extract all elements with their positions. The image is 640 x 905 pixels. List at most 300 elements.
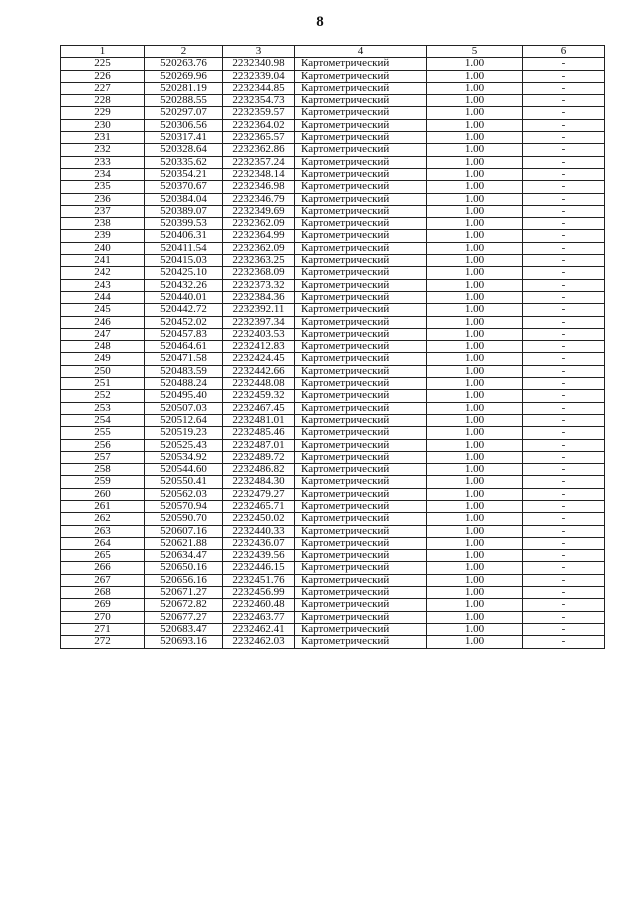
method-cell: Картометрический [295, 439, 427, 451]
y-coordinate-cell: 2232462.41 [223, 623, 295, 635]
point-number-cell: 229 [61, 107, 145, 119]
table-row [61, 451, 605, 463]
table-row [61, 144, 605, 156]
table-row [61, 316, 605, 328]
page-number: 8 [316, 14, 324, 30]
point-number-cell: 249 [61, 353, 145, 365]
table-row [61, 119, 605, 131]
accuracy-cell: 1.00 [427, 58, 523, 70]
table-row [61, 156, 605, 168]
method-cell: Картометрический [295, 107, 427, 119]
y-coordinate-cell: 2232340.98 [223, 58, 295, 70]
accuracy-cell: 1.00 [427, 587, 523, 599]
method-cell: Картометрический [295, 537, 427, 549]
table-header-row [61, 46, 605, 58]
column-header: 4 [295, 46, 427, 58]
y-coordinate-cell: 2232392.11 [223, 304, 295, 316]
table-row [61, 279, 605, 291]
method-cell: Картометрический [295, 427, 427, 439]
y-coordinate-cell: 2232450.02 [223, 513, 295, 525]
x-coordinate-cell: 520354.21 [145, 168, 223, 180]
method-cell: Картометрический [295, 488, 427, 500]
point-number-cell: 238 [61, 218, 145, 230]
point-number-cell: 251 [61, 378, 145, 390]
method-cell: Картометрический [295, 193, 427, 205]
x-coordinate-cell: 520693.16 [145, 636, 223, 648]
table-row [61, 132, 605, 144]
point-number-cell: 237 [61, 205, 145, 217]
method-cell: Картометрический [295, 365, 427, 377]
note-cell: - [523, 291, 605, 303]
y-coordinate-cell: 2232412.83 [223, 341, 295, 353]
method-cell: Картометрический [295, 230, 427, 242]
accuracy-cell: 1.00 [427, 414, 523, 426]
accuracy-cell: 1.00 [427, 255, 523, 267]
x-coordinate-cell: 520452.02 [145, 316, 223, 328]
table-row [61, 513, 605, 525]
table-row [61, 439, 605, 451]
method-cell: Картометрический [295, 255, 427, 267]
y-coordinate-cell: 2232451.76 [223, 574, 295, 586]
y-coordinate-cell: 2232465.71 [223, 500, 295, 512]
x-coordinate-cell: 520384.04 [145, 193, 223, 205]
y-coordinate-cell: 2232424.45 [223, 353, 295, 365]
y-coordinate-cell: 2232442.66 [223, 365, 295, 377]
note-cell: - [523, 378, 605, 390]
table-row [61, 414, 605, 426]
method-cell: Картометрический [295, 451, 427, 463]
coordinates-table [60, 45, 605, 649]
note-cell: - [523, 341, 605, 353]
method-cell: Картометрический [295, 525, 427, 537]
note-cell: - [523, 562, 605, 574]
y-coordinate-cell: 2232346.79 [223, 193, 295, 205]
note-cell: - [523, 550, 605, 562]
x-coordinate-cell: 520671.27 [145, 587, 223, 599]
note-cell: - [523, 390, 605, 402]
method-cell: Картометрический [295, 414, 427, 426]
point-number-cell: 253 [61, 402, 145, 414]
x-coordinate-cell: 520488.24 [145, 378, 223, 390]
accuracy-cell: 1.00 [427, 304, 523, 316]
note-cell: - [523, 144, 605, 156]
accuracy-cell: 1.00 [427, 353, 523, 365]
accuracy-cell: 1.00 [427, 193, 523, 205]
x-coordinate-cell: 520483.59 [145, 365, 223, 377]
table-row [61, 218, 605, 230]
method-cell: Картометрический [295, 291, 427, 303]
y-coordinate-cell: 2232456.99 [223, 587, 295, 599]
point-number-cell: 256 [61, 439, 145, 451]
method-cell: Картометрический [295, 316, 427, 328]
x-coordinate-cell: 520389.07 [145, 205, 223, 217]
point-number-cell: 257 [61, 451, 145, 463]
method-cell: Картометрический [295, 378, 427, 390]
note-cell: - [523, 623, 605, 635]
point-number-cell: 240 [61, 242, 145, 254]
note-cell: - [523, 476, 605, 488]
x-coordinate-cell: 520512.64 [145, 414, 223, 426]
y-coordinate-cell: 2232362.09 [223, 218, 295, 230]
table-row [61, 562, 605, 574]
accuracy-cell: 1.00 [427, 500, 523, 512]
y-coordinate-cell: 2232446.15 [223, 562, 295, 574]
method-cell: Картометрический [295, 328, 427, 340]
y-coordinate-cell: 2232348.14 [223, 168, 295, 180]
accuracy-cell: 1.00 [427, 451, 523, 463]
accuracy-cell: 1.00 [427, 181, 523, 193]
x-coordinate-cell: 520306.56 [145, 119, 223, 131]
accuracy-cell: 1.00 [427, 267, 523, 279]
y-coordinate-cell: 2232485.46 [223, 427, 295, 439]
note-cell: - [523, 587, 605, 599]
method-cell: Картометрический [295, 279, 427, 291]
point-number-cell: 231 [61, 132, 145, 144]
table-row [61, 611, 605, 623]
x-coordinate-cell: 520570.94 [145, 500, 223, 512]
x-coordinate-cell: 520335.62 [145, 156, 223, 168]
y-coordinate-cell: 2232364.99 [223, 230, 295, 242]
column-header: 1 [61, 46, 145, 58]
y-coordinate-cell: 2232349.69 [223, 205, 295, 217]
method-cell: Картометрический [295, 353, 427, 365]
note-cell: - [523, 328, 605, 340]
table-row [61, 230, 605, 242]
x-coordinate-cell: 520677.27 [145, 611, 223, 623]
method-cell: Картометрический [295, 500, 427, 512]
table-row [61, 291, 605, 303]
method-cell: Картометрический [295, 574, 427, 586]
accuracy-cell: 1.00 [427, 242, 523, 254]
point-number-cell: 247 [61, 328, 145, 340]
accuracy-cell: 1.00 [427, 537, 523, 549]
table-row [61, 537, 605, 549]
accuracy-cell: 1.00 [427, 611, 523, 623]
x-coordinate-cell: 520507.03 [145, 402, 223, 414]
point-number-cell: 244 [61, 291, 145, 303]
x-coordinate-cell: 520519.23 [145, 427, 223, 439]
accuracy-cell: 1.00 [427, 636, 523, 648]
accuracy-cell: 1.00 [427, 168, 523, 180]
y-coordinate-cell: 2232359.57 [223, 107, 295, 119]
accuracy-cell: 1.00 [427, 476, 523, 488]
point-number-cell: 236 [61, 193, 145, 205]
note-cell: - [523, 156, 605, 168]
x-coordinate-cell: 520634.47 [145, 550, 223, 562]
table-body [61, 58, 605, 648]
table-row [61, 95, 605, 107]
note-cell: - [523, 193, 605, 205]
accuracy-cell: 1.00 [427, 156, 523, 168]
note-cell: - [523, 70, 605, 82]
accuracy-cell: 1.00 [427, 464, 523, 476]
x-coordinate-cell: 520432.26 [145, 279, 223, 291]
table-row [61, 107, 605, 119]
accuracy-cell: 1.00 [427, 107, 523, 119]
table-row [61, 390, 605, 402]
x-coordinate-cell: 520440.01 [145, 291, 223, 303]
accuracy-cell: 1.00 [427, 328, 523, 340]
y-coordinate-cell: 2232487.01 [223, 439, 295, 451]
accuracy-cell: 1.00 [427, 550, 523, 562]
x-coordinate-cell: 520525.43 [145, 439, 223, 451]
accuracy-cell: 1.00 [427, 402, 523, 414]
method-cell: Картометрический [295, 304, 427, 316]
x-coordinate-cell: 520399.53 [145, 218, 223, 230]
x-coordinate-cell: 520607.16 [145, 525, 223, 537]
note-cell: - [523, 119, 605, 131]
point-number-cell: 235 [61, 181, 145, 193]
x-coordinate-cell: 520550.41 [145, 476, 223, 488]
method-cell: Картометрический [295, 205, 427, 217]
table-row [61, 488, 605, 500]
accuracy-cell: 1.00 [427, 341, 523, 353]
table-row [61, 365, 605, 377]
table-row [61, 636, 605, 648]
x-coordinate-cell: 520406.31 [145, 230, 223, 242]
method-cell: Картометрический [295, 390, 427, 402]
table-row [61, 193, 605, 205]
y-coordinate-cell: 2232364.02 [223, 119, 295, 131]
accuracy-cell: 1.00 [427, 427, 523, 439]
table-row [61, 378, 605, 390]
accuracy-cell: 1.00 [427, 513, 523, 525]
point-number-cell: 241 [61, 255, 145, 267]
y-coordinate-cell: 2232440.33 [223, 525, 295, 537]
point-number-cell: 262 [61, 513, 145, 525]
x-coordinate-cell: 520621.88 [145, 537, 223, 549]
note-cell: - [523, 242, 605, 254]
method-cell: Картометрический [295, 242, 427, 254]
column-header: 6 [523, 46, 605, 58]
accuracy-cell: 1.00 [427, 279, 523, 291]
accuracy-cell: 1.00 [427, 205, 523, 217]
method-cell: Картометрический [295, 611, 427, 623]
table-row [61, 267, 605, 279]
x-coordinate-cell: 520415.03 [145, 255, 223, 267]
method-cell: Картометрический [295, 70, 427, 82]
accuracy-cell: 1.00 [427, 291, 523, 303]
x-coordinate-cell: 520411.54 [145, 242, 223, 254]
method-cell: Картометрический [295, 267, 427, 279]
y-coordinate-cell: 2232362.86 [223, 144, 295, 156]
accuracy-cell: 1.00 [427, 599, 523, 611]
point-number-cell: 250 [61, 365, 145, 377]
x-coordinate-cell: 520683.47 [145, 623, 223, 635]
table-row [61, 525, 605, 537]
x-coordinate-cell: 520442.72 [145, 304, 223, 316]
point-number-cell: 259 [61, 476, 145, 488]
note-cell: - [523, 230, 605, 242]
accuracy-cell: 1.00 [427, 623, 523, 635]
table-row [61, 181, 605, 193]
point-number-cell: 225 [61, 58, 145, 70]
table-row [61, 550, 605, 562]
note-cell: - [523, 181, 605, 193]
y-coordinate-cell: 2232467.45 [223, 402, 295, 414]
table-row [61, 304, 605, 316]
note-cell: - [523, 636, 605, 648]
accuracy-cell: 1.00 [427, 132, 523, 144]
point-number-cell: 245 [61, 304, 145, 316]
table-row [61, 353, 605, 365]
point-number-cell: 252 [61, 390, 145, 402]
accuracy-cell: 1.00 [427, 562, 523, 574]
y-coordinate-cell: 2232489.72 [223, 451, 295, 463]
accuracy-cell: 1.00 [427, 365, 523, 377]
note-cell: - [523, 132, 605, 144]
y-coordinate-cell: 2232484.30 [223, 476, 295, 488]
y-coordinate-cell: 2232439.56 [223, 550, 295, 562]
y-coordinate-cell: 2232460.48 [223, 599, 295, 611]
note-cell: - [523, 267, 605, 279]
table-row [61, 205, 605, 217]
x-coordinate-cell: 520425.10 [145, 267, 223, 279]
accuracy-cell: 1.00 [427, 316, 523, 328]
method-cell: Картометрический [295, 587, 427, 599]
table-row [61, 500, 605, 512]
point-number-cell: 248 [61, 341, 145, 353]
point-number-cell: 228 [61, 95, 145, 107]
method-cell: Картометрический [295, 95, 427, 107]
method-cell: Картометрический [295, 341, 427, 353]
note-cell: - [523, 255, 605, 267]
note-cell: - [523, 464, 605, 476]
table-row [61, 328, 605, 340]
table-row [61, 464, 605, 476]
accuracy-cell: 1.00 [427, 378, 523, 390]
point-number-cell: 258 [61, 464, 145, 476]
y-coordinate-cell: 2232436.07 [223, 537, 295, 549]
y-coordinate-cell: 2232486.82 [223, 464, 295, 476]
y-coordinate-cell: 2232397.34 [223, 316, 295, 328]
table-row [61, 427, 605, 439]
accuracy-cell: 1.00 [427, 525, 523, 537]
table-row [61, 242, 605, 254]
y-coordinate-cell: 2232481.01 [223, 414, 295, 426]
point-number-cell: 233 [61, 156, 145, 168]
column-header: 3 [223, 46, 295, 58]
note-cell: - [523, 279, 605, 291]
method-cell: Картометрический [295, 218, 427, 230]
x-coordinate-cell: 520281.19 [145, 82, 223, 94]
point-number-cell: 227 [61, 82, 145, 94]
note-cell: - [523, 218, 605, 230]
y-coordinate-cell: 2232357.24 [223, 156, 295, 168]
point-number-cell: 255 [61, 427, 145, 439]
method-cell: Картометрический [295, 58, 427, 70]
method-cell: Картометрический [295, 599, 427, 611]
y-coordinate-cell: 2232463.77 [223, 611, 295, 623]
x-coordinate-cell: 520534.92 [145, 451, 223, 463]
note-cell: - [523, 316, 605, 328]
table-row [61, 255, 605, 267]
table-row [61, 168, 605, 180]
method-cell: Картометрический [295, 464, 427, 476]
method-cell: Картометрический [295, 168, 427, 180]
y-coordinate-cell: 2232448.08 [223, 378, 295, 390]
accuracy-cell: 1.00 [427, 488, 523, 500]
point-number-cell: 268 [61, 587, 145, 599]
method-cell: Картометрический [295, 623, 427, 635]
x-coordinate-cell: 520544.60 [145, 464, 223, 476]
method-cell: Картометрический [295, 562, 427, 574]
x-coordinate-cell: 520297.07 [145, 107, 223, 119]
x-coordinate-cell: 520370.67 [145, 181, 223, 193]
table-row [61, 476, 605, 488]
note-cell: - [523, 205, 605, 217]
accuracy-cell: 1.00 [427, 82, 523, 94]
x-coordinate-cell: 520471.58 [145, 353, 223, 365]
table-row [61, 599, 605, 611]
table-row [61, 574, 605, 586]
table-row [61, 58, 605, 70]
method-cell: Картометрический [295, 513, 427, 525]
point-number-cell: 266 [61, 562, 145, 574]
accuracy-cell: 1.00 [427, 95, 523, 107]
x-coordinate-cell: 520269.96 [145, 70, 223, 82]
note-cell: - [523, 414, 605, 426]
note-cell: - [523, 574, 605, 586]
x-coordinate-cell: 520590.70 [145, 513, 223, 525]
note-cell: - [523, 402, 605, 414]
y-coordinate-cell: 2232459.32 [223, 390, 295, 402]
note-cell: - [523, 525, 605, 537]
y-coordinate-cell: 2232479.27 [223, 488, 295, 500]
point-number-cell: 234 [61, 168, 145, 180]
x-coordinate-cell: 520672.82 [145, 599, 223, 611]
note-cell: - [523, 611, 605, 623]
note-cell: - [523, 451, 605, 463]
y-coordinate-cell: 2232339.04 [223, 70, 295, 82]
note-cell: - [523, 107, 605, 119]
x-coordinate-cell: 520650.16 [145, 562, 223, 574]
point-number-cell: 246 [61, 316, 145, 328]
method-cell: Картометрический [295, 144, 427, 156]
accuracy-cell: 1.00 [427, 70, 523, 82]
point-number-cell: 271 [61, 623, 145, 635]
point-number-cell: 269 [61, 599, 145, 611]
x-coordinate-cell: 520263.76 [145, 58, 223, 70]
method-cell: Картометрический [295, 119, 427, 131]
y-coordinate-cell: 2232344.85 [223, 82, 295, 94]
point-number-cell: 243 [61, 279, 145, 291]
note-cell: - [523, 599, 605, 611]
note-cell: - [523, 365, 605, 377]
point-number-cell: 254 [61, 414, 145, 426]
x-coordinate-cell: 520562.03 [145, 488, 223, 500]
x-coordinate-cell: 520328.64 [145, 144, 223, 156]
y-coordinate-cell: 2232362.09 [223, 242, 295, 254]
x-coordinate-cell: 520495.40 [145, 390, 223, 402]
note-cell: - [523, 304, 605, 316]
point-number-cell: 265 [61, 550, 145, 562]
y-coordinate-cell: 2232363.25 [223, 255, 295, 267]
y-coordinate-cell: 2232365.57 [223, 132, 295, 144]
x-coordinate-cell: 520317.41 [145, 132, 223, 144]
point-number-cell: 264 [61, 537, 145, 549]
note-cell: - [523, 537, 605, 549]
accuracy-cell: 1.00 [427, 119, 523, 131]
y-coordinate-cell: 2232384.36 [223, 291, 295, 303]
x-coordinate-cell: 520464.61 [145, 341, 223, 353]
column-header: 2 [145, 46, 223, 58]
method-cell: Картометрический [295, 181, 427, 193]
y-coordinate-cell: 2232462.03 [223, 636, 295, 648]
point-number-cell: 270 [61, 611, 145, 623]
point-number-cell: 230 [61, 119, 145, 131]
table-row [61, 341, 605, 353]
